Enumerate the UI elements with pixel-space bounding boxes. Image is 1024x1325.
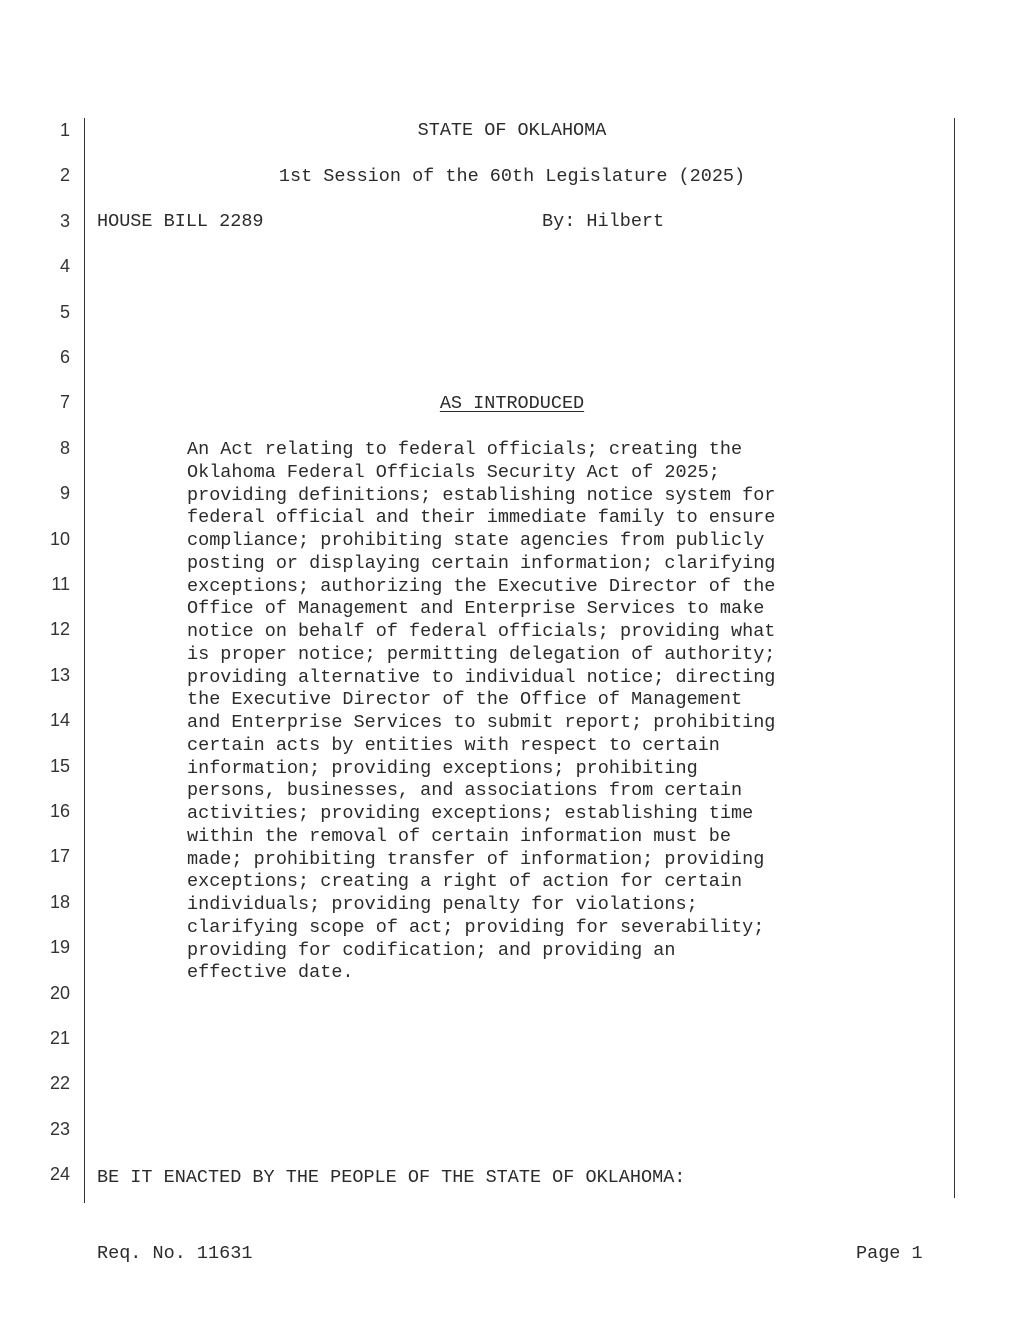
- abstract-line: persons, businesses, and associations from certain: [187, 780, 743, 802]
- abstract-line: notice on behalf of federal officials; providing what: [187, 621, 776, 642]
- right-margin-rule: [954, 118, 955, 1198]
- abstract-line: compliance; prohibiting state agencies from publicly: [187, 530, 765, 551]
- state-heading: STATE OF OKLAHOMA: [417, 120, 607, 141]
- abstract-line: posting or displaying certain information; clarifying: [187, 552, 776, 574]
- status-heading: AS INTRODUCED: [439, 393, 585, 414]
- abstract-line: made; prohibiting transfer of information; providing: [187, 848, 765, 870]
- line-number: 23: [49, 1118, 70, 1139]
- abstract-line: activities; providing exceptions; establishing time: [187, 803, 754, 824]
- abstract-line: federal official and their immediate family to ensure: [187, 507, 776, 529]
- abstract-line: clarifying scope of act; providing for severability;: [187, 916, 765, 938]
- line-number: 11: [51, 574, 70, 594]
- enacting-clause: BE IT ENACTED BY THE PEOPLE OF THE STATE OF OKLAHOMA:: [97, 1167, 686, 1188]
- line-number: 19: [49, 937, 70, 958]
- line-number: 2: [59, 165, 70, 186]
- line-number: 9: [59, 483, 70, 504]
- line-number: 8: [59, 437, 70, 458]
- bill-abstract: [187, 439, 847, 985]
- line-number: 18: [49, 891, 70, 912]
- line-number: 1: [59, 120, 70, 140]
- abstract-line: providing for codification; and providing an: [187, 939, 676, 961]
- line-number: 17: [49, 846, 70, 867]
- abstract-line: providing alternative to individual notice; directing: [187, 666, 776, 688]
- abstract-line: certain acts by entities with respect to certain: [187, 734, 720, 756]
- line-number: 7: [59, 392, 70, 413]
- line-number: 14: [49, 710, 70, 731]
- abstract-line: the Executive Director of the Office of Management: [187, 689, 743, 711]
- line-number: 12: [49, 619, 70, 640]
- bill-author: By: Hilbert: [542, 211, 665, 232]
- page-number: Page 1: [856, 1243, 923, 1264]
- line-number: 24: [49, 1164, 70, 1185]
- abstract-line: and Enterprise Services to submit report; prohibiting: [187, 712, 776, 733]
- line-number: 22: [49, 1073, 70, 1094]
- line-number: 16: [49, 801, 70, 821]
- abstract-line: information; providing exceptions; prohibiting: [187, 757, 698, 779]
- abstract-line: exceptions; creating a right of action for certain: [187, 871, 743, 893]
- abstract-line: individuals; providing penalty for violations;: [187, 894, 698, 915]
- abstract-line: Office of Management and Enterprise Services to make: [187, 598, 765, 620]
- line-number: 4: [59, 256, 70, 277]
- abstract-line: Oklahoma Federal Officials Security Act of 2025;: [187, 461, 720, 483]
- left-margin-rule: [84, 118, 85, 1203]
- session-heading: 1st Session of the 60th Legislature (2025): [278, 166, 746, 187]
- line-number: 5: [59, 301, 70, 322]
- line-number: 3: [59, 210, 70, 231]
- request-number: Req. No. 11631: [97, 1243, 253, 1264]
- line-number: 6: [59, 347, 70, 367]
- abstract-line: is proper notice; permitting delegation of authority;: [187, 643, 776, 665]
- abstract-line: providing definitions; establishing notice system for: [187, 484, 776, 506]
- line-number: 10: [49, 528, 70, 549]
- line-number: 13: [49, 664, 70, 685]
- line-number: 21: [49, 1028, 70, 1048]
- line-number: 15: [49, 755, 70, 776]
- abstract-line: exceptions; authorizing the Executive Director of the: [187, 575, 776, 597]
- abstract-line: effective date.: [187, 962, 354, 984]
- line-number: 20: [49, 982, 70, 1003]
- abstract-line: within the removal of certain information must be: [187, 825, 731, 847]
- abstract-line: An Act relating to federal officials; creating the: [187, 439, 743, 460]
- bill-number: HOUSE BILL 2289: [97, 211, 264, 232]
